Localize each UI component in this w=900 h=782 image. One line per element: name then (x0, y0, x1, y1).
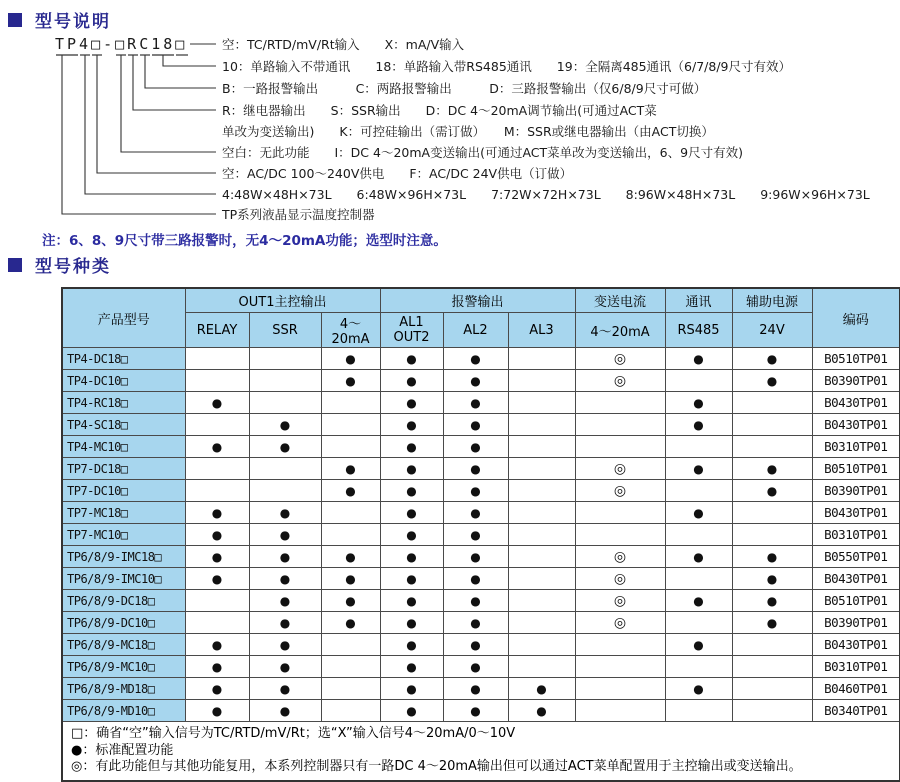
empty-cell (732, 634, 812, 656)
standard-feature-dot: ● (249, 700, 321, 722)
standard-feature-dot: ● (665, 392, 732, 414)
product-code: B0310TP01 (812, 656, 900, 678)
col-subheader-rs485: RS485 (665, 313, 732, 348)
empty-cell (665, 568, 732, 590)
standard-feature-dot: ● (380, 590, 443, 612)
diagram-description-line: 单改为变送输出) K：可控硅输出（需订做） M：SSR或继电器输出（由ACT切换） (222, 124, 714, 139)
empty-cell (321, 502, 380, 524)
standard-feature-dot: ● (249, 656, 321, 678)
table-row (62, 392, 900, 414)
empty-cell (665, 700, 732, 722)
table-row (62, 634, 900, 656)
diagram-description-line: TP系列液晶显示温度控制器 (222, 207, 375, 222)
standard-feature-dot: ● (185, 502, 249, 524)
product-code: B0430TP01 (812, 392, 900, 414)
section-title: 型号种类 (35, 257, 111, 277)
table-row (62, 568, 900, 590)
col-header-out1-group: OUT1主控输出 (185, 288, 380, 313)
empty-cell (665, 612, 732, 634)
standard-feature-dot: ● (249, 502, 321, 524)
empty-cell (665, 370, 732, 392)
empty-cell (321, 634, 380, 656)
standard-feature-dot: ● (380, 392, 443, 414)
empty-cell (508, 480, 575, 502)
standard-feature-dot: ● (665, 348, 732, 370)
col-header-alarm-group: 报警输出 (380, 288, 575, 313)
product-model: TP4-DC18□ (62, 348, 185, 370)
standard-feature-dot: ● (249, 568, 321, 590)
empty-cell (508, 524, 575, 546)
empty-cell (732, 436, 812, 458)
product-model: TP7-MC10□ (62, 524, 185, 546)
standard-feature-dot: ● (508, 700, 575, 722)
model-code-diagram (0, 0, 900, 250)
empty-cell (508, 370, 575, 392)
standard-feature-dot: ● (443, 546, 508, 568)
empty-cell (249, 348, 321, 370)
shared-feature-circle: ◎ (575, 546, 665, 568)
col-header-transmit-current: 变送电流 (575, 288, 665, 313)
shared-feature-circle: ◎ (575, 458, 665, 480)
product-code: B0510TP01 (812, 590, 900, 612)
standard-feature-dot: ● (185, 546, 249, 568)
empty-cell (575, 392, 665, 414)
product-model: TP6/8/9-IMC10□ (62, 568, 185, 590)
standard-feature-dot: ● (380, 436, 443, 458)
section-model-types-header (8, 252, 111, 277)
product-model: TP6/8/9-MD10□ (62, 700, 185, 722)
empty-cell (508, 458, 575, 480)
diagram-description-line: 空：TC/RTD/mV/Rt输入 X：mA/V输入 (222, 37, 465, 52)
empty-cell (185, 348, 249, 370)
table-row (62, 590, 900, 612)
col-subheader-transmit-4-20ma: 4～20mA (575, 313, 665, 348)
product-code: B0460TP01 (812, 678, 900, 700)
table-row (62, 436, 900, 458)
product-code: B0430TP01 (812, 502, 900, 524)
table-footnotes-row (62, 722, 900, 781)
standard-feature-dot: ● (665, 634, 732, 656)
empty-cell (665, 436, 732, 458)
empty-cell (732, 502, 812, 524)
shared-feature-circle: ◎ (575, 590, 665, 612)
shared-feature-circle: ◎ (575, 612, 665, 634)
product-model: TP4-RC18□ (62, 392, 185, 414)
empty-cell (575, 414, 665, 436)
empty-cell (321, 414, 380, 436)
standard-feature-dot: ● (508, 678, 575, 700)
standard-feature-dot: ● (249, 678, 321, 700)
empty-cell (508, 656, 575, 678)
product-model: TP6/8/9-MC10□ (62, 656, 185, 678)
diagram-description-line: B：一路报警输出 C：两路报警输出 D：三路报警输出（仅6/8/9尺寸可做） (222, 81, 707, 96)
empty-cell (249, 370, 321, 392)
product-code: B0390TP01 (812, 480, 900, 502)
col-header-code: 编码 (812, 288, 900, 348)
empty-cell (575, 678, 665, 700)
empty-cell (508, 502, 575, 524)
empty-cell (575, 700, 665, 722)
empty-cell (665, 656, 732, 678)
table-row (62, 348, 900, 370)
standard-feature-dot: ● (380, 700, 443, 722)
standard-feature-dot: ● (380, 524, 443, 546)
diagram-description-line: 空白：无此功能 I：DC 4～20mA变送输出(可通过ACT菜单改为变送输出，6、9尺寸有效) (222, 145, 743, 160)
product-model: TP7-DC18□ (62, 458, 185, 480)
standard-feature-dot: ● (443, 370, 508, 392)
standard-feature-dot: ● (732, 348, 812, 370)
empty-cell (575, 502, 665, 524)
standard-feature-dot: ● (443, 436, 508, 458)
standard-feature-dot: ● (321, 458, 380, 480)
standard-feature-dot: ● (380, 656, 443, 678)
standard-feature-dot: ● (185, 634, 249, 656)
empty-cell (665, 524, 732, 546)
empty-cell (185, 414, 249, 436)
empty-cell (508, 436, 575, 458)
product-code: B0310TP01 (812, 436, 900, 458)
empty-cell (732, 700, 812, 722)
table-row (62, 612, 900, 634)
standard-feature-dot: ● (443, 678, 508, 700)
col-header-product-model: 产品型号 (62, 288, 185, 348)
standard-feature-dot: ● (249, 546, 321, 568)
standard-feature-dot: ● (380, 370, 443, 392)
standard-feature-dot: ● (443, 568, 508, 590)
product-model: TP6/8/9-DC10□ (62, 612, 185, 634)
standard-feature-dot: ● (185, 436, 249, 458)
diagram-description-line: 空：AC/DC 100～240V供电 F：AC/DC 24V供电（订做） (222, 166, 573, 181)
standard-feature-dot: ● (321, 348, 380, 370)
model-table-body (62, 348, 900, 722)
standard-feature-dot: ● (443, 524, 508, 546)
diagram-description-line: 4:48W×48H×73L 6:48W×96H×73L 7:72W×72H×73L 8:96W×48H×73L 9:96W×96H×73L (222, 187, 870, 202)
table-header-row-sub (62, 313, 900, 348)
footnote-default-input: □：确省“空”输入信号为TC/RTD/mV/Rt；选“X”输入信号4～20mA/0～10V (71, 726, 516, 741)
selection-note: 注：6、8、9尺寸带三路报警时，无4～20mA功能；选型时注意。 (42, 233, 447, 249)
product-code: B0430TP01 (812, 414, 900, 436)
standard-feature-dot: ● (380, 502, 443, 524)
empty-cell (185, 370, 249, 392)
standard-feature-dot: ● (665, 590, 732, 612)
footnote-standard-dot: ●：标准配置功能 (71, 742, 174, 758)
standard-feature-dot: ● (732, 612, 812, 634)
standard-feature-dot: ● (321, 370, 380, 392)
empty-cell (732, 524, 812, 546)
standard-feature-dot: ● (665, 678, 732, 700)
table-row (62, 414, 900, 436)
col-subheader-24v: 24V (732, 313, 812, 348)
empty-cell (508, 414, 575, 436)
empty-cell (732, 656, 812, 678)
empty-cell (575, 436, 665, 458)
col-subheader-relay: RELAY (185, 313, 249, 348)
table-row (62, 502, 900, 524)
product-model: TP7-DC10□ (62, 480, 185, 502)
standard-feature-dot: ● (321, 480, 380, 502)
standard-feature-dot: ● (185, 568, 249, 590)
standard-feature-dot: ● (380, 348, 443, 370)
standard-feature-dot: ● (321, 612, 380, 634)
standard-feature-dot: ● (380, 414, 443, 436)
empty-cell (508, 392, 575, 414)
standard-feature-dot: ● (732, 546, 812, 568)
empty-cell (185, 612, 249, 634)
table-row (62, 700, 900, 722)
product-code: B0430TP01 (812, 568, 900, 590)
col-subheader-ssr: SSR (249, 313, 321, 348)
standard-feature-dot: ● (380, 612, 443, 634)
standard-feature-dot: ● (443, 458, 508, 480)
diagram-description-line: R：继电器输出 S：SSR输出 D：DC 4～20mA调节输出(可通过ACT菜 (222, 103, 657, 118)
model-code-text: TP4□-□RC18□ (55, 35, 188, 53)
shared-feature-circle: ◎ (575, 568, 665, 590)
standard-feature-dot: ● (185, 700, 249, 722)
standard-feature-dot: ● (443, 590, 508, 612)
col-subheader-al2: AL2 (443, 313, 508, 348)
empty-cell (321, 436, 380, 458)
product-code: B0340TP01 (812, 700, 900, 722)
standard-feature-dot: ● (443, 700, 508, 722)
table-row (62, 656, 900, 678)
table-row (62, 480, 900, 502)
standard-feature-dot: ● (443, 348, 508, 370)
standard-feature-dot: ● (443, 502, 508, 524)
product-model: TP6/8/9-DC18□ (62, 590, 185, 612)
standard-feature-dot: ● (249, 612, 321, 634)
product-model: TP4-DC10□ (62, 370, 185, 392)
standard-feature-dot: ● (249, 634, 321, 656)
standard-feature-dot: ● (249, 524, 321, 546)
standard-feature-dot: ● (443, 480, 508, 502)
empty-cell (185, 590, 249, 612)
standard-feature-dot: ● (380, 634, 443, 656)
standard-feature-dot: ● (249, 590, 321, 612)
empty-cell (508, 612, 575, 634)
empty-cell (321, 678, 380, 700)
table-row (62, 370, 900, 392)
product-model: TP7-MC18□ (62, 502, 185, 524)
standard-feature-dot: ● (665, 458, 732, 480)
standard-feature-dot: ● (443, 612, 508, 634)
empty-cell (575, 634, 665, 656)
standard-feature-dot: ● (732, 370, 812, 392)
product-code: B0550TP01 (812, 546, 900, 568)
shared-feature-circle: ◎ (575, 370, 665, 392)
standard-feature-dot: ● (665, 502, 732, 524)
product-code: B0390TP01 (812, 370, 900, 392)
empty-cell (249, 392, 321, 414)
empty-cell (321, 700, 380, 722)
empty-cell (249, 480, 321, 502)
standard-feature-dot: ● (249, 436, 321, 458)
standard-feature-dot: ● (732, 480, 812, 502)
standard-feature-dot: ● (321, 546, 380, 568)
empty-cell (508, 568, 575, 590)
table-row (62, 678, 900, 700)
col-subheader-al3: AL3 (508, 313, 575, 348)
empty-cell (185, 458, 249, 480)
empty-cell (508, 348, 575, 370)
product-model: TP6/8/9-MD18□ (62, 678, 185, 700)
table-row (62, 524, 900, 546)
model-types-table (61, 287, 900, 782)
standard-feature-dot: ● (380, 546, 443, 568)
empty-cell (321, 392, 380, 414)
footnote-shared-circle: ◎：有此功能但与其他功能复用，本系列控制器只有一路DC 4～20mA输出但可以通过ACT菜单配置用于主控输出或变送输出。 (71, 759, 802, 774)
empty-cell (185, 480, 249, 502)
empty-cell (732, 392, 812, 414)
product-code: B0510TP01 (812, 348, 900, 370)
standard-feature-dot: ● (732, 590, 812, 612)
empty-cell (575, 656, 665, 678)
empty-cell (508, 546, 575, 568)
product-model: TP6/8/9-MC18□ (62, 634, 185, 656)
empty-cell (732, 414, 812, 436)
empty-cell (321, 524, 380, 546)
standard-feature-dot: ● (321, 568, 380, 590)
standard-feature-dot: ● (443, 634, 508, 656)
standard-feature-dot: ● (443, 414, 508, 436)
product-model: TP4-SC18□ (62, 414, 185, 436)
product-code: B0390TP01 (812, 612, 900, 634)
empty-cell (665, 480, 732, 502)
shared-feature-circle: ◎ (575, 480, 665, 502)
empty-cell (575, 524, 665, 546)
col-subheader-al1-out2: AL1 OUT2 (380, 313, 443, 348)
standard-feature-dot: ● (185, 656, 249, 678)
standard-feature-dot: ● (443, 656, 508, 678)
product-code: B0510TP01 (812, 458, 900, 480)
product-model: TP4-MC10□ (62, 436, 185, 458)
table-row (62, 546, 900, 568)
product-code: B0310TP01 (812, 524, 900, 546)
empty-cell (732, 678, 812, 700)
empty-cell (249, 458, 321, 480)
standard-feature-dot: ● (443, 392, 508, 414)
standard-feature-dot: ● (732, 458, 812, 480)
standard-feature-dot: ● (380, 568, 443, 590)
standard-feature-dot: ● (185, 392, 249, 414)
empty-cell (508, 590, 575, 612)
product-model: TP6/8/9-IMC18□ (62, 546, 185, 568)
product-code: B0430TP01 (812, 634, 900, 656)
standard-feature-dot: ● (380, 480, 443, 502)
col-header-communication: 通讯 (665, 288, 732, 313)
section-marker-icon (8, 258, 22, 272)
table-header-row-groups (62, 288, 900, 313)
standard-feature-dot: ● (185, 678, 249, 700)
shared-feature-circle: ◎ (575, 348, 665, 370)
standard-feature-dot: ● (665, 414, 732, 436)
standard-feature-dot: ● (249, 414, 321, 436)
col-subheader-4-20ma: 4～20mA (321, 313, 380, 348)
col-header-aux-power: 辅助电源 (732, 288, 812, 313)
section-title: 型号说明 (35, 12, 111, 32)
standard-feature-dot: ● (665, 546, 732, 568)
diagram-description-line: 10：单路输入不带通讯 18：单路输入带RS485通讯 19：全隔离485通讯（6/7/8/9尺寸有效） (222, 59, 792, 74)
empty-cell (321, 656, 380, 678)
standard-feature-dot: ● (380, 458, 443, 480)
standard-feature-dot: ● (185, 524, 249, 546)
table-footnotes-cell (62, 722, 900, 781)
standard-feature-dot: ● (321, 590, 380, 612)
standard-feature-dot: ● (732, 568, 812, 590)
table-row (62, 458, 900, 480)
empty-cell (508, 634, 575, 656)
standard-feature-dot: ● (380, 678, 443, 700)
